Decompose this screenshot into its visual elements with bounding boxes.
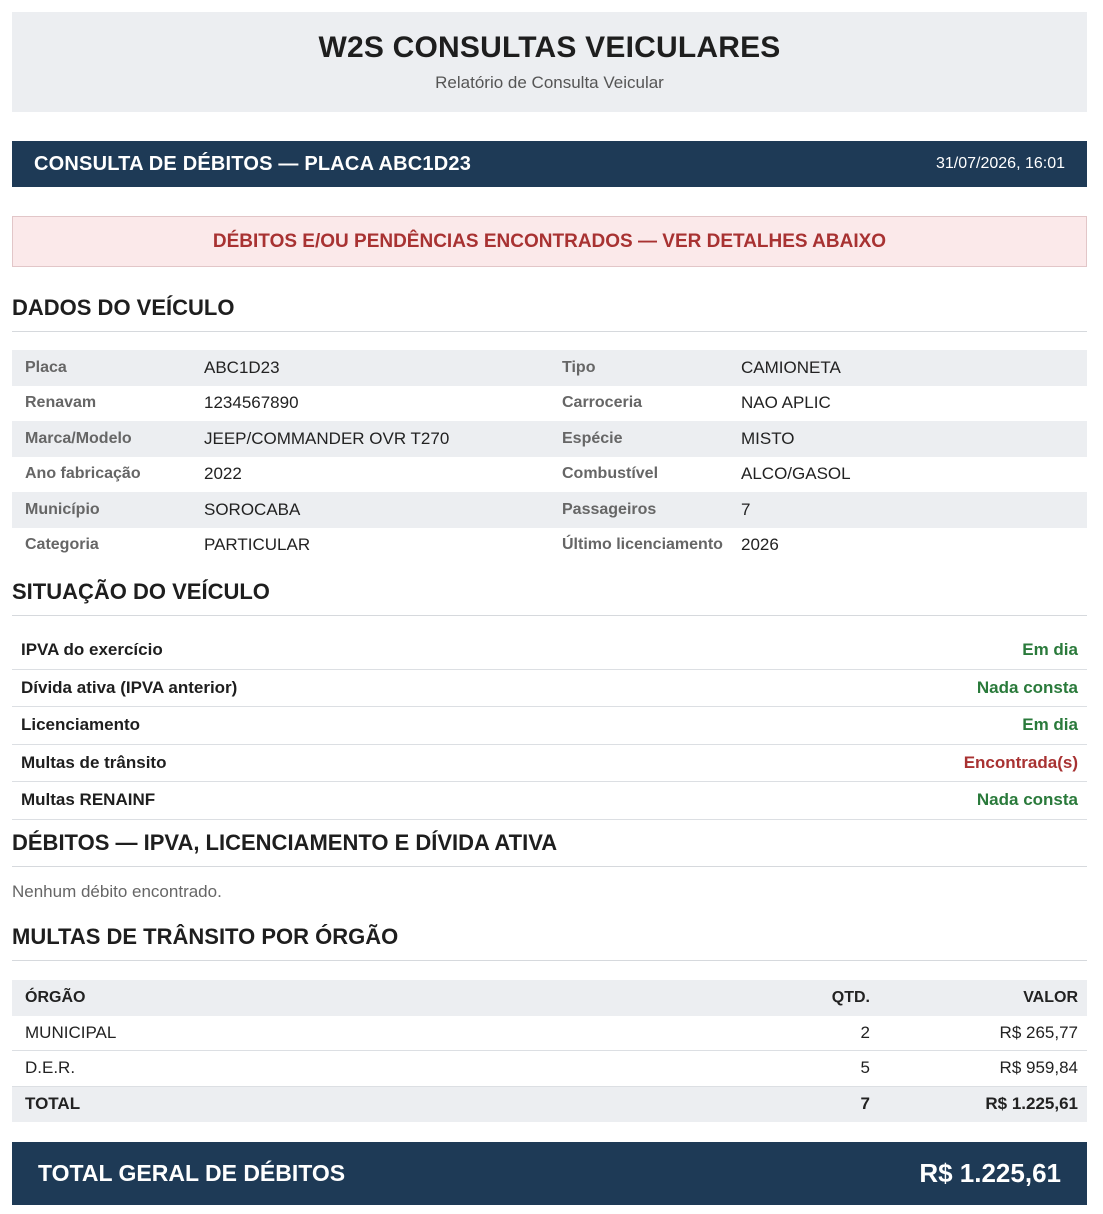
section-title-fines: MULTAS DE TRÂNSITO POR ÓRGÃO: [12, 924, 1087, 961]
vehicle-data-table: [12, 350, 1087, 563]
field-label: Placa: [25, 358, 67, 376]
alert-text: DÉBITOS E/OU PENDÊNCIAS ENCONTRADOS — VER DETALHES ABAIXO: [212, 230, 887, 252]
fines-table: [12, 980, 1087, 1122]
list-item: [12, 745, 1087, 783]
table-row: [12, 350, 1087, 386]
field-label: Combustível: [562, 465, 659, 483]
status-value: Nada consta: [976, 677, 1078, 697]
status-value: Em dia: [1022, 715, 1078, 735]
table-header-row: [12, 980, 1087, 1016]
field-value: NAO APLIC: [741, 393, 831, 413]
vehicle-situation-list: [12, 632, 1087, 820]
org-cell: D.E.R.: [25, 1058, 76, 1078]
field-label: Último licenciamento: [562, 536, 723, 554]
status-label: Dívida ativa (IPVA anterior): [21, 677, 238, 697]
company-title: W2S CONSULTAS VEICULARES: [318, 31, 781, 64]
field-value: JEEP/COMMANDER OVR T270: [204, 428, 450, 448]
field-value: MISTO: [741, 428, 795, 448]
no-debts-message: Nenhum débito encontrado.: [12, 882, 222, 901]
total-value: R$ 1.225,61: [985, 1094, 1078, 1114]
table-row: [12, 1051, 1087, 1087]
query-bar: [12, 141, 1087, 187]
field-value: 2026: [741, 535, 779, 555]
status-value: Nada consta: [976, 790, 1078, 810]
table-total-row: [12, 1087, 1087, 1123]
grand-total-bar: [12, 1142, 1087, 1205]
field-label: Tipo: [562, 358, 596, 376]
report-subtitle: Relatório de Consulta Veicular: [435, 73, 664, 92]
grand-total-label: TOTAL GERAL DE DÉBITOS: [38, 1160, 346, 1186]
table-row: [12, 421, 1087, 457]
section-title-debts: DÉBITOS — IPVA, LICENCIAMENTO E DÍVIDA ATIVA: [12, 830, 1087, 867]
qtd-cell: 2: [860, 1022, 870, 1042]
table-row: [12, 386, 1087, 422]
field-value: ABC1D23: [204, 357, 280, 377]
table-row: [12, 528, 1087, 564]
field-label: Carroceria: [562, 394, 643, 412]
total-qtd: 7: [860, 1094, 870, 1114]
table-row: [12, 1016, 1087, 1052]
field-label: Município: [25, 500, 100, 518]
total-label: TOTAL: [25, 1094, 81, 1114]
section-title-vehicle-data: DADOS DO VEÍCULO: [12, 295, 1087, 332]
query-title: CONSULTA DE DÉBITOS — PLACA ABC1D23: [34, 152, 472, 175]
column-header-qtd: QTD.: [831, 988, 870, 1006]
org-cell: MUNICIPAL: [25, 1022, 117, 1042]
field-label: Passageiros: [562, 500, 657, 518]
field-value: PARTICULAR: [204, 535, 311, 555]
column-header-value: VALOR: [1023, 988, 1078, 1006]
field-value: ALCO/GASOL: [741, 464, 851, 484]
table-row: [12, 492, 1087, 528]
status-label: Licenciamento: [21, 715, 141, 735]
query-datetime: 31/07/2026, 16:01: [935, 155, 1065, 172]
qtd-cell: 5: [860, 1058, 870, 1078]
field-value: 1234567890: [204, 393, 299, 413]
list-item: [12, 632, 1087, 670]
value-cell: R$ 959,84: [999, 1058, 1078, 1078]
report-header: [12, 12, 1087, 112]
list-item: [12, 707, 1087, 745]
list-item: [12, 670, 1087, 708]
field-label: Marca/Modelo: [25, 429, 132, 447]
status-label: Multas de trânsito: [21, 752, 167, 772]
table-row: [12, 457, 1087, 493]
field-label: Espécie: [562, 429, 623, 447]
field-value: SOROCABA: [204, 499, 301, 519]
field-label: Ano fabricação: [25, 465, 141, 483]
field-value: 7: [741, 499, 751, 519]
value-cell: R$ 265,77: [999, 1022, 1078, 1042]
status-label: IPVA do exercício: [21, 640, 163, 660]
field-label: Renavam: [25, 394, 97, 412]
section-title-vehicle-situation: SITUAÇÃO DO VEÍCULO: [12, 579, 1087, 616]
debt-alert-banner: [12, 216, 1087, 267]
status-label: Multas RENAINF: [21, 790, 156, 810]
list-item: [12, 782, 1087, 820]
column-header-org: ÓRGÃO: [25, 988, 86, 1006]
status-value: Em dia: [1022, 640, 1078, 660]
status-value: Encontrada(s): [963, 752, 1078, 772]
field-value: CAMIONETA: [741, 357, 841, 377]
grand-total-value: R$ 1.225,61: [919, 1158, 1061, 1188]
field-value: 2022: [204, 464, 242, 484]
field-label: Categoria: [25, 536, 99, 554]
